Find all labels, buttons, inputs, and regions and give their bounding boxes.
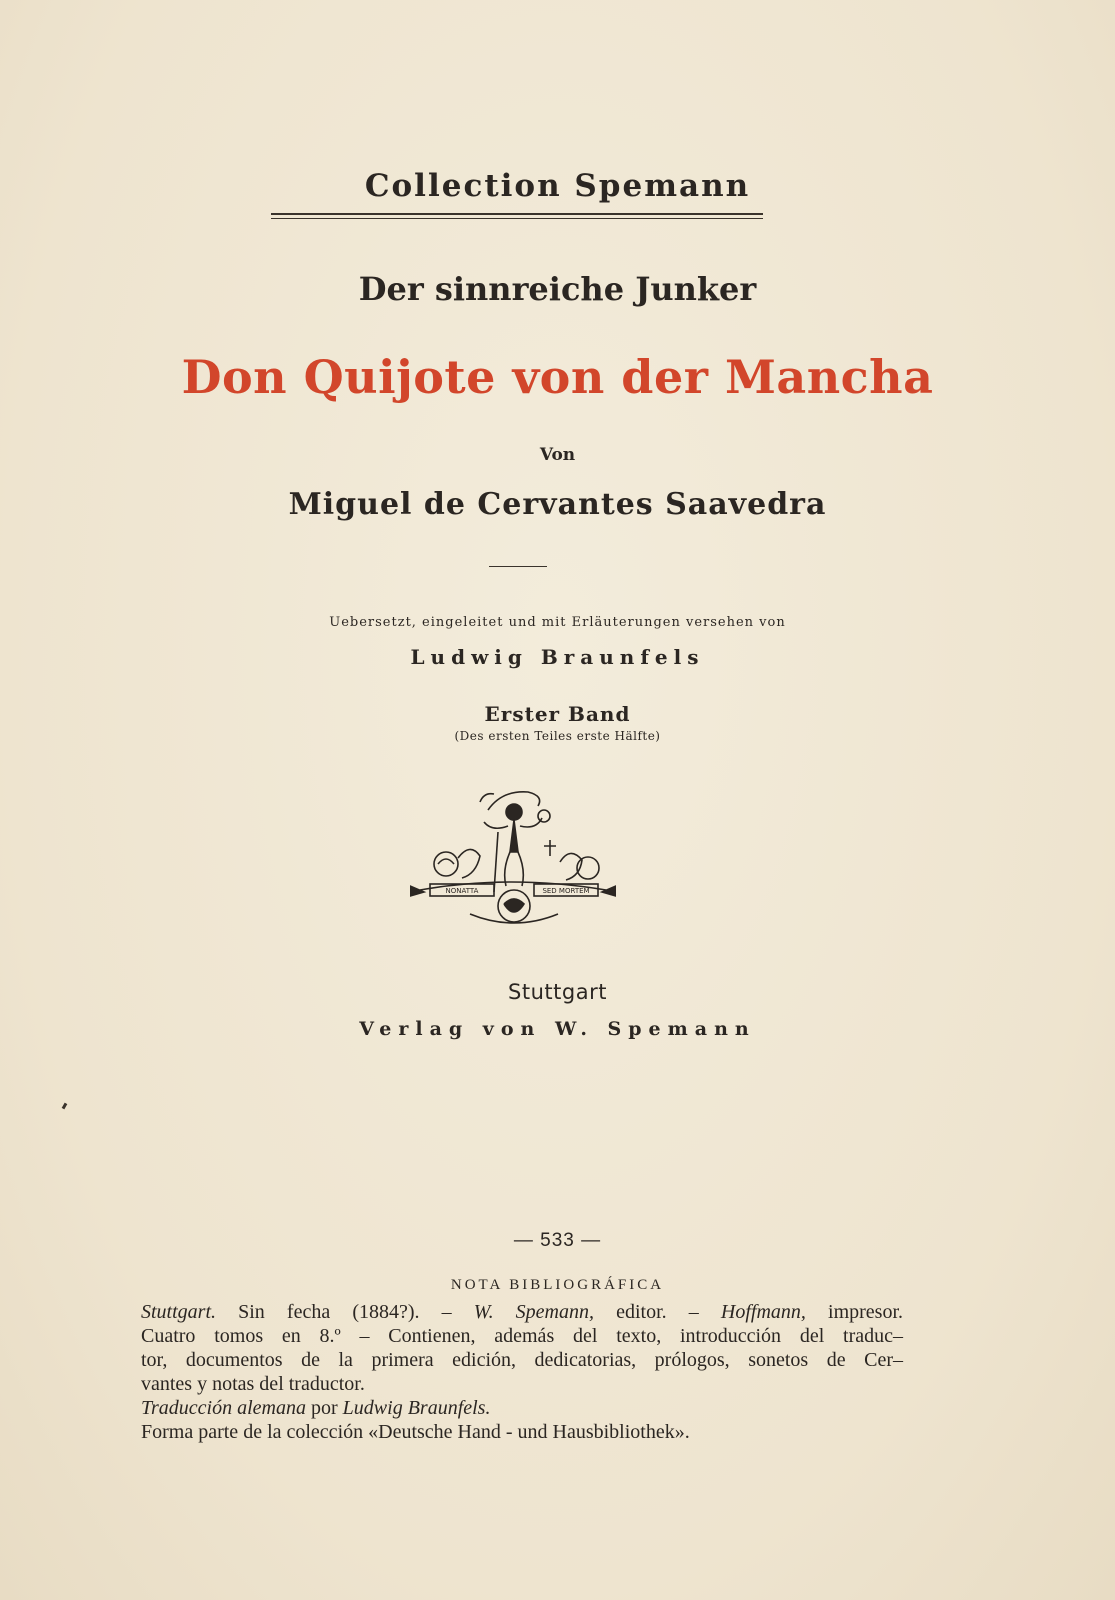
by-label: Von xyxy=(539,445,576,465)
series-rule-thick xyxy=(271,213,763,215)
series-rule-thin xyxy=(271,218,763,219)
bibliographic-note xyxy=(141,1300,903,1444)
book-title: Don Quijote von der Mancha xyxy=(181,350,934,404)
note-heading: NOTA BIBLIOGRÁFICA xyxy=(450,1277,665,1293)
publisher-line: Verlag von W. Spemann xyxy=(359,1018,756,1040)
volume-subtitle: (Des ersten Teiles erste Hälfte) xyxy=(454,729,661,743)
publication-city: Stuttgart xyxy=(508,980,607,1004)
note-line: Traducción alemana por Ludwig Braunfels. xyxy=(141,1397,491,1419)
translated-by-line: Uebersetzt, eingeleitet und mit Erläuterungen versehen von xyxy=(329,615,786,630)
divider-rule xyxy=(489,566,547,567)
note-line: tor, documentos de la primera edición, dedicatorias, prólogos, sonetos de Cer– xyxy=(141,1349,903,1371)
page-number: — 533 — xyxy=(513,1230,602,1251)
series-title: Collection Spemann xyxy=(364,168,751,204)
book-subtitle: Der sinnreiche Junker xyxy=(358,270,757,308)
emblem-banner-left: NONATTA xyxy=(445,887,479,895)
volume-label: Erster Band xyxy=(484,702,631,726)
note-line: vantes y notas del traductor. xyxy=(141,1373,365,1395)
ink-speck xyxy=(62,1103,68,1110)
note-line: Cuatro tomos en 8.º – Contienen, además del texto, introducción del traduc– xyxy=(141,1325,903,1347)
note-line: Stuttgart. Sin fecha (1884?). – W. Spemann, editor. – Hoffmann, impresor. xyxy=(141,1301,904,1323)
translator-name: Ludwig Braunfels xyxy=(410,645,705,669)
note-line: Forma parte de la colección «Deutsche Hand - und Hausbibliothek». xyxy=(141,1421,690,1443)
emblem-banner-right: SED MORTEM xyxy=(542,887,590,895)
author-name: Miguel de Cervantes Saavedra xyxy=(288,487,827,522)
publisher-emblem-icon xyxy=(410,782,616,934)
